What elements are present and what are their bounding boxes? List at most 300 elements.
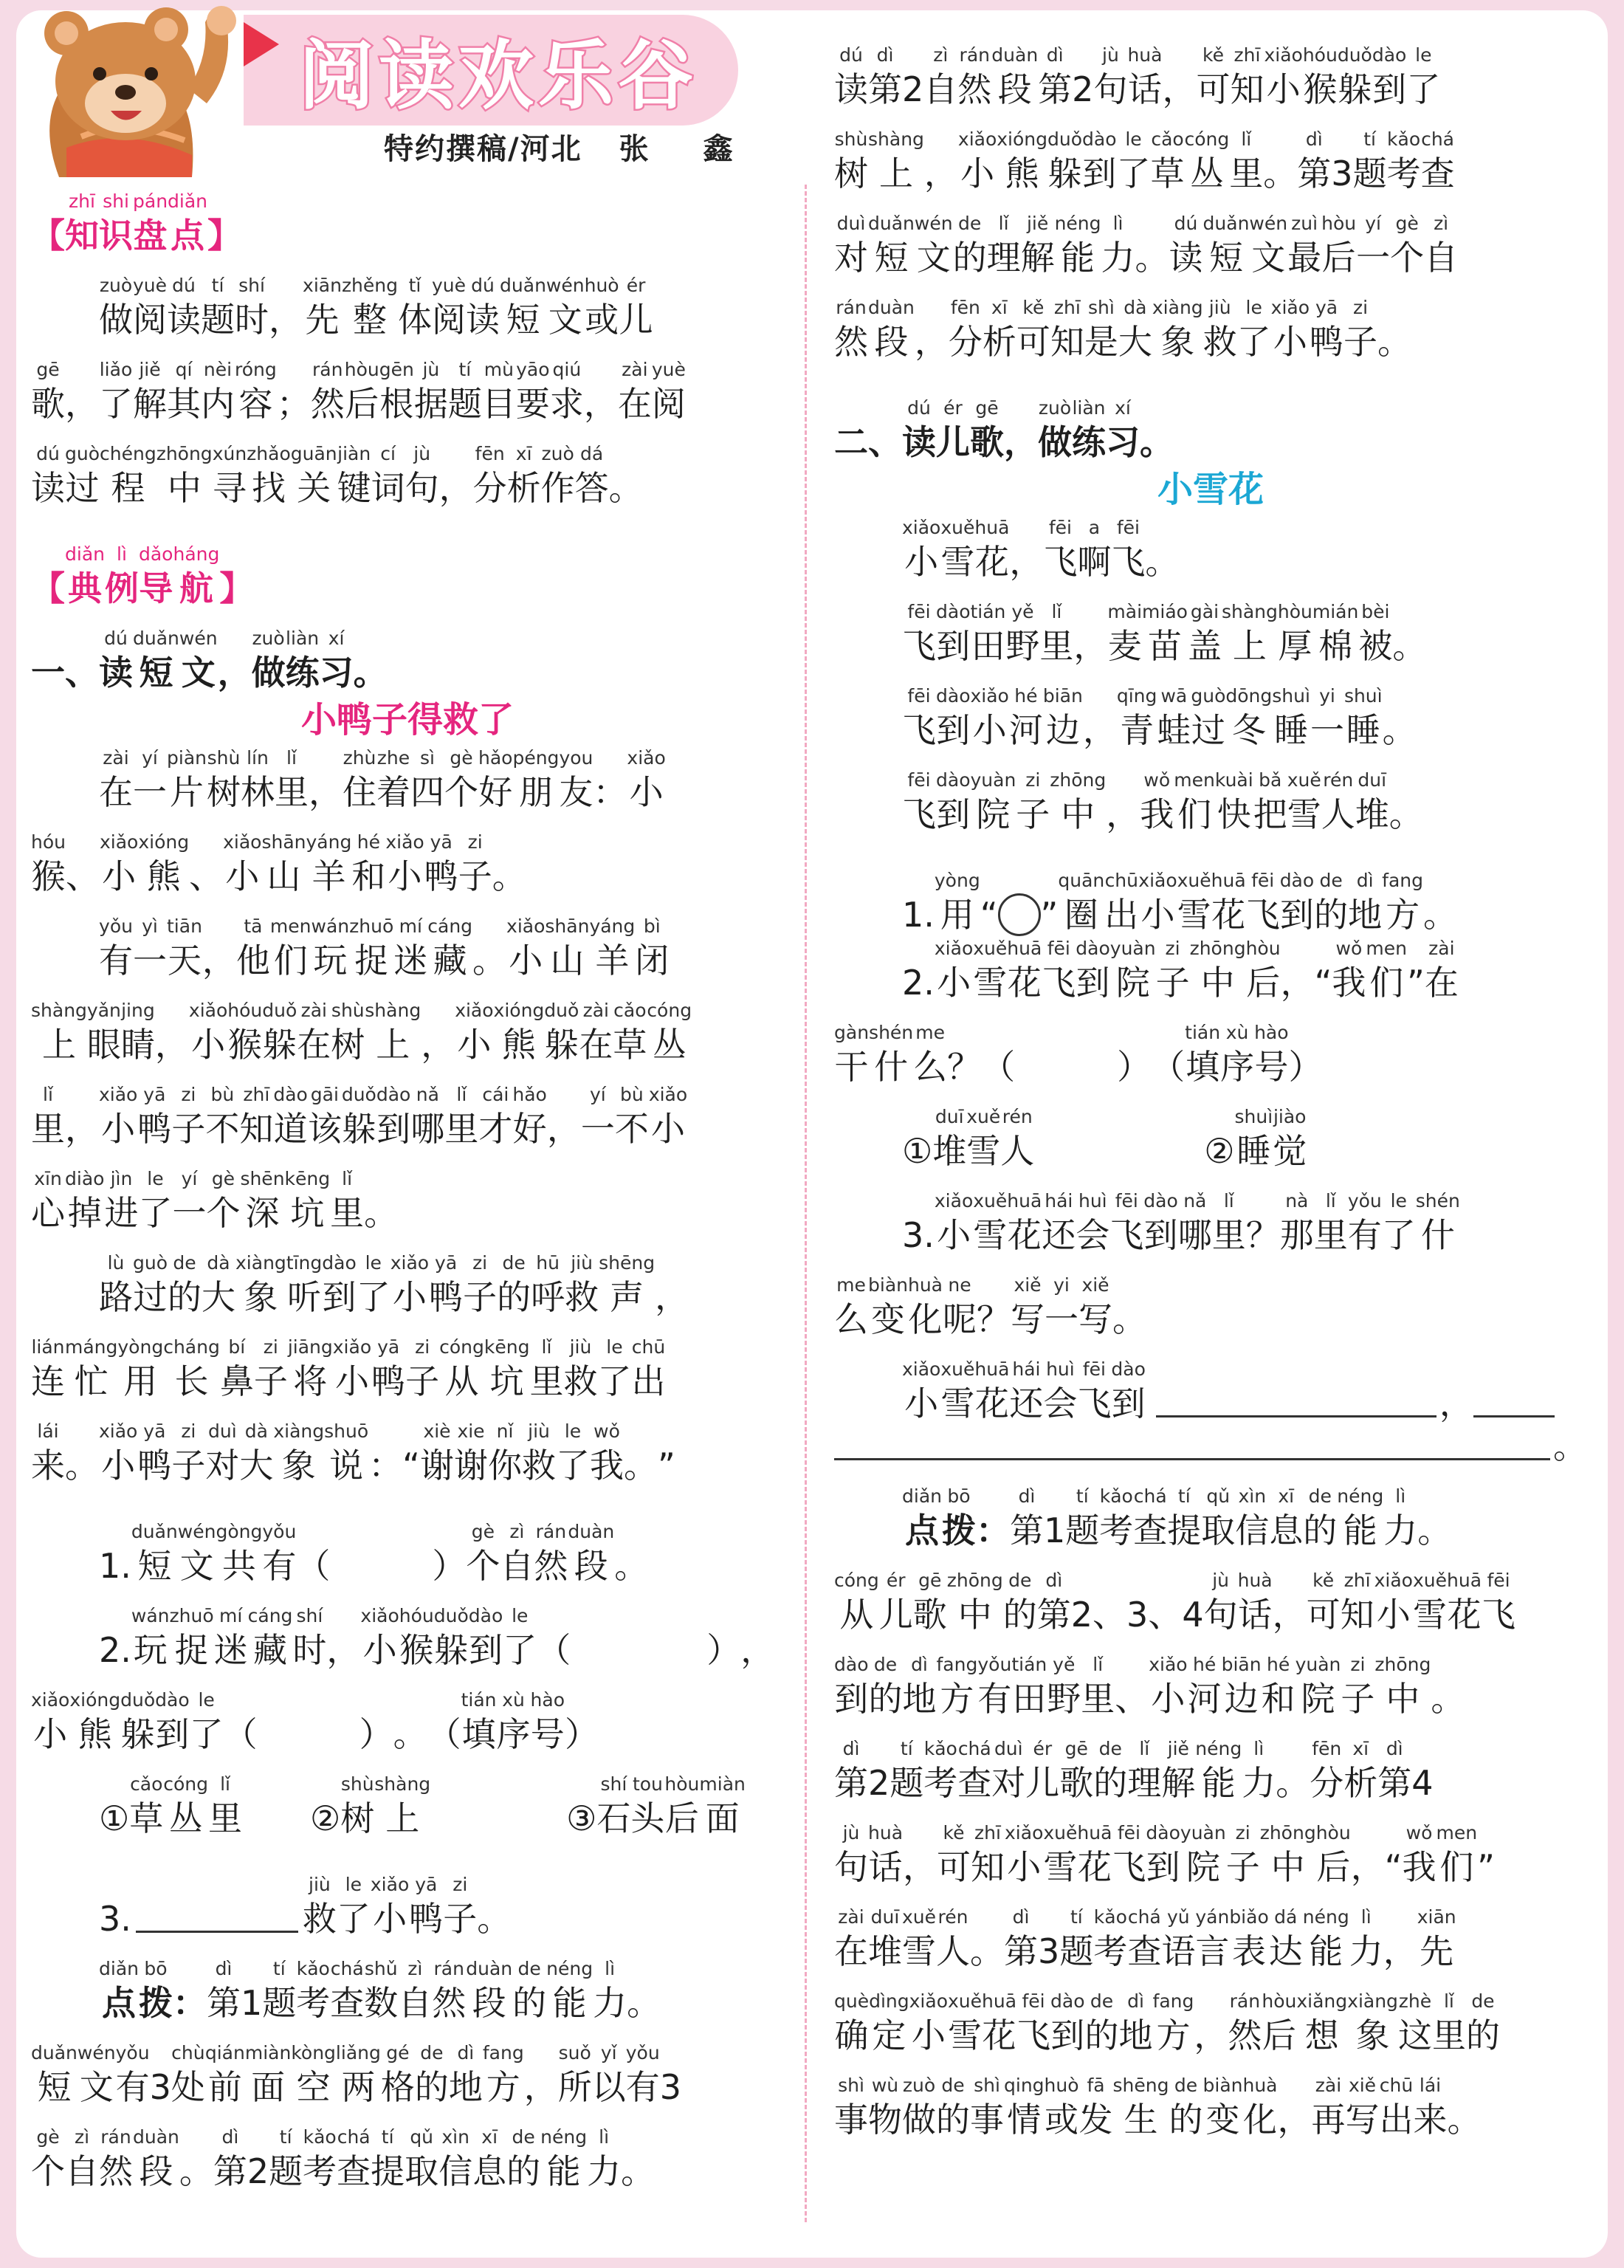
ruby-char: [492, 830, 526, 898]
pinyin: nǎ: [1183, 1190, 1207, 1212]
ruby-char: [1004, 1905, 1038, 1973]
pinyin: jiě: [1167, 1738, 1189, 1759]
byline-label: 特约撰稿/河北: [384, 132, 582, 166]
ruby-char: [31, 357, 65, 425]
ruby-char: [605, 1604, 639, 1671]
hanzi: 蛙: [1157, 710, 1191, 750]
ruby-char: [834, 1989, 869, 2057]
hanzi: 中: [957, 1595, 992, 1635]
hanzi: 化: [908, 1299, 943, 1339]
ruby-char: [1269, 1905, 1303, 1973]
hanzi: 第: [1038, 69, 1073, 109]
ruby-char: [541, 441, 575, 509]
hanzi: 解: [1020, 238, 1055, 278]
hanzi: 。: [1145, 542, 1180, 582]
hanzi: ，: [1383, 1931, 1417, 1971]
ruby-char: [1263, 127, 1297, 195]
hanzi: 圈: [1064, 895, 1098, 935]
hanzi: ，: [1009, 542, 1044, 582]
pinyin: de: [1319, 870, 1343, 891]
hanzi: 飞: [1042, 963, 1076, 1003]
hanzi: ，: [65, 1109, 99, 1149]
ruby-char: [227, 998, 262, 1066]
pinyin: yě: [1053, 1654, 1076, 1675]
hanzi: 盖: [1187, 626, 1222, 666]
ruby-char: [868, 43, 902, 111]
hanzi: 熊: [1005, 154, 1039, 193]
pinyin: wén: [1249, 213, 1288, 234]
ruby-char: [987, 211, 1021, 279]
pinyin: gàn: [834, 1022, 870, 1043]
pinyin: gē: [36, 359, 60, 380]
hanzi: ”: [1040, 895, 1059, 935]
hanzi: 花: [982, 2016, 1016, 2055]
ruby-char: [1146, 1821, 1180, 1889]
text-line: [31, 273, 784, 341]
pinyin: tián: [461, 1689, 497, 1711]
section-tag-examples: [31, 542, 784, 610]
pinyin: xiǎo: [902, 1358, 941, 1380]
hanzi: 丛: [168, 1798, 203, 1838]
hanzi: [834, 1509, 868, 1552]
pinyin: xuě: [902, 1906, 937, 1928]
hanzi: 猴: [31, 856, 66, 896]
ruby-char: [1093, 1736, 1127, 1804]
text-line: [834, 1905, 1587, 1973]
pinyin: duǎn: [500, 275, 546, 296]
pinyin: yāo: [516, 359, 550, 380]
pinyin: fēi: [907, 601, 931, 622]
ruby-char: [639, 1604, 672, 1671]
hanzi: 一: [133, 772, 167, 812]
pinyin: wǒ: [593, 1420, 620, 1442]
ruby-char: [368, 1419, 402, 1487]
hanzi: 再: [1311, 2100, 1346, 2140]
ruby-char: [1194, 1989, 1228, 2057]
ruby-char: [584, 357, 618, 425]
ruby-char: [947, 1568, 1003, 1636]
hanzi: 话: [1238, 1595, 1273, 1635]
hanzi: 要: [515, 384, 550, 424]
hanzi: 言: [1195, 1931, 1230, 1971]
pinyin: biàn: [1202, 2075, 1243, 2096]
hanzi: 然: [432, 1983, 467, 2023]
pinyin: xù: [1225, 1022, 1249, 1043]
pinyin: xuě: [940, 1358, 975, 1380]
hanzi: 小: [102, 856, 137, 896]
hanzi: [834, 540, 868, 583]
ruby-char: [1077, 515, 1111, 583]
hanzi: [1068, 1130, 1102, 1172]
ruby-char: [1246, 936, 1281, 1004]
hanzi: 点: [904, 1511, 939, 1550]
hanzi: 知: [65, 216, 99, 255]
pinyin: lín: [247, 747, 269, 769]
hanzi: 雪: [902, 1931, 937, 1971]
poem-title: 小雪花: [1157, 469, 1264, 510]
pinyin: háng: [173, 543, 220, 565]
ruby-char: [556, 1419, 590, 1487]
ruby-char: [1104, 868, 1138, 936]
ruby-char: [613, 998, 647, 1066]
pinyin: hé: [1266, 1654, 1290, 1675]
pinyin: dì: [1045, 1570, 1063, 1591]
ruby-char: [292, 1604, 326, 1671]
hanzi: 花: [974, 1384, 1009, 1423]
ruby-char: [1225, 684, 1272, 752]
ruby-char: [121, 998, 155, 1066]
answer-blank-1[interactable]: [1156, 1383, 1437, 1418]
ruby-char: [171, 1419, 205, 1487]
hanzi: 填: [461, 1714, 496, 1754]
hanzi: ，: [326, 1630, 361, 1670]
ruby-char: [443, 1872, 477, 1940]
pinyin: xuě: [966, 1106, 1001, 1127]
hanzi: 短: [874, 238, 909, 278]
hanzi: 深: [245, 1193, 280, 1233]
ruby-char: [834, 1821, 868, 1889]
pinyin: jù: [1102, 44, 1119, 66]
pinyin: dào: [1082, 128, 1117, 150]
pinyin: zi: [263, 1336, 278, 1358]
pinyin: huā: [982, 1990, 1017, 2012]
hanzi: 羊: [312, 856, 346, 896]
pinyin: zài: [1315, 2075, 1342, 2096]
text-line: [834, 1652, 1587, 1720]
pinyin: zi: [1025, 769, 1041, 791]
ruby-char: [1049, 1020, 1083, 1088]
hanzi: 花: [974, 542, 1009, 582]
ruby-char: [970, 599, 1005, 667]
hanzi: 大: [202, 1277, 236, 1317]
hanzi: 声: [610, 1277, 644, 1317]
ruby-char: [834, 684, 868, 752]
ruby-char: [150, 2041, 171, 2109]
ruby-char: [575, 441, 609, 509]
ruby-char: [414, 357, 448, 425]
hanzi: 文: [79, 2067, 114, 2107]
hanzi: 雪: [940, 542, 975, 582]
pinyin: me: [915, 1022, 946, 1043]
hanzi: 住: [342, 772, 376, 812]
hanzi: 表: [1232, 1931, 1267, 1971]
pinyin: zhōng: [1259, 1822, 1316, 1843]
hanzi: 了: [1236, 322, 1271, 362]
ruby-char: [868, 868, 902, 936]
pinyin: duì: [208, 1420, 237, 1442]
hanzi: ）: [565, 1714, 599, 1754]
ruby-char: [1112, 1821, 1146, 1889]
hanzi: 题: [890, 1763, 924, 1803]
ruby-char: [31, 189, 65, 257]
ruby-char: [405, 1335, 439, 1403]
pinyin: tiān: [167, 915, 202, 937]
hanzi: 文: [548, 300, 582, 340]
ruby-char: [99, 1251, 133, 1319]
hanzi: 段: [574, 1546, 608, 1586]
pinyin: zi: [1165, 938, 1180, 959]
ruby-char: [99, 1772, 129, 1840]
ruby-char: [137, 1419, 171, 1487]
ruby-char: [913, 1020, 947, 1088]
pinyin: dú: [907, 397, 931, 419]
pinyin: lì: [117, 543, 127, 565]
ruby-char: [1273, 1104, 1307, 1172]
ruby-char: [429, 1251, 463, 1319]
ruby-char: [173, 1956, 207, 2024]
hanzi: [31, 1276, 65, 1319]
hanzi: 雪: [1177, 895, 1211, 935]
pinyin: le: [1125, 128, 1142, 150]
hanzi: 号: [530, 1714, 565, 1754]
hanzi: 理: [1127, 1763, 1162, 1803]
pinyin: miàn: [244, 2042, 292, 2063]
hanzi: （: [1151, 1047, 1186, 1087]
ruby-char: [1188, 599, 1222, 667]
ruby-char: [868, 295, 915, 363]
text-line: [834, 1020, 1587, 1088]
hanzi: 的: [1465, 2016, 1500, 2055]
ruby-char: [581, 1082, 615, 1150]
hanzi: 院: [1115, 963, 1150, 1003]
hanzi: 到: [936, 626, 971, 666]
ruby-char: [1398, 1989, 1432, 2057]
pinyin: zi: [181, 1420, 196, 1442]
ruby-char: [902, 515, 940, 583]
pinyin: lǐ: [1093, 1654, 1104, 1675]
ruby-char: [908, 1273, 943, 1341]
ruby-char: [1093, 1568, 1126, 1636]
ruby-char: [1246, 1189, 1280, 1257]
hanzi: 读: [99, 653, 133, 693]
ruby-char: [31, 273, 65, 341]
ruby-char: [1280, 1189, 1314, 1257]
pinyin: zhī: [69, 190, 95, 212]
hanzi: 导: [139, 568, 173, 608]
pinyin: cóng: [1184, 128, 1230, 150]
ruby-char: [1254, 1020, 1288, 1088]
ruby-char: [424, 830, 458, 898]
pinyin: le: [1245, 297, 1262, 318]
pinyin: yuàn: [970, 769, 1016, 791]
ruby-char: [133, 1251, 168, 1319]
hanzi: 地: [1118, 2016, 1153, 2055]
ruby-char: [932, 1104, 966, 1172]
pinyin: chū: [631, 1336, 666, 1358]
ruby-char: [168, 189, 207, 257]
pinyin: dào: [1050, 1990, 1085, 2012]
pinyin: lái: [37, 1420, 59, 1442]
ruby-char: [915, 295, 949, 363]
hanzi: 上: [385, 1798, 420, 1838]
pinyin: yā: [143, 1420, 166, 1442]
ruby-char: [296, 1956, 330, 2024]
hanzi: 。: [1377, 322, 1412, 362]
pinyin: rán: [433, 1958, 464, 1979]
ruby-char: [99, 2125, 133, 2193]
hanzi: 2.: [902, 963, 935, 1003]
hanzi: [398, 1544, 432, 1587]
answer-blank-3[interactable]: [834, 1426, 1550, 1460]
hanzi: 猴: [399, 1630, 434, 1670]
ruby-char: [138, 830, 189, 898]
ruby-char: [868, 396, 902, 464]
hanzi: 飞: [1016, 2016, 1051, 2055]
ruby-char: [156, 441, 213, 509]
ruby-char: [1178, 1189, 1212, 1257]
pinyin: nǐ: [496, 1420, 514, 1442]
hanzi: ，: [546, 1109, 581, 1149]
hanzi: 大: [1118, 322, 1152, 362]
ruby-char: [427, 1688, 461, 1756]
ruby-char: [291, 2041, 336, 2109]
hanzi: 、: [1093, 1595, 1127, 1635]
pinyin: xī: [481, 2126, 498, 2148]
hanzi: 院: [1301, 1679, 1335, 1719]
ruby-char: [172, 1166, 206, 1234]
hanzi: [868, 893, 902, 936]
pinyin: zì: [407, 1958, 423, 1979]
pinyin: zài: [622, 359, 648, 380]
ruby-char: [342, 273, 398, 341]
story-title: 小鸭子得救了: [300, 699, 514, 740]
hanzi: 子: [171, 1109, 206, 1149]
pinyin: guān: [290, 443, 337, 464]
hanzi: 方: [1386, 895, 1420, 935]
text-line: [31, 998, 784, 1066]
ruby-char: [1115, 1652, 1149, 1720]
answer-blank-q3[interactable]: [136, 1898, 298, 1933]
hanzi: 自: [500, 1546, 534, 1586]
ruby-char: [947, 1020, 981, 1088]
ruby-char: [1264, 43, 1302, 111]
hanzi: 提: [1167, 1511, 1202, 1550]
ruby-char: [379, 357, 414, 425]
hanzi: 什: [874, 1047, 909, 1087]
ruby-char: [65, 1166, 104, 1234]
hanzi: 到: [469, 1630, 503, 1670]
pinyin: le: [198, 1689, 215, 1711]
ruby-char: [240, 1166, 284, 1234]
ruby-char: [834, 1104, 868, 1172]
hanzi: 天: [167, 941, 202, 980]
ruby-char: [672, 1604, 706, 1671]
pinyin: dì: [1012, 1906, 1030, 1928]
pinyin: yě: [1011, 601, 1034, 622]
ruby-char: [1253, 768, 1287, 836]
ruby-char: [592, 2041, 626, 2109]
ruby-char: [1038, 1905, 1059, 1973]
hanzi: 一: [133, 941, 167, 980]
answer-blank-2[interactable]: [1473, 1383, 1555, 1418]
ruby-char: [466, 273, 500, 341]
ruby-char: [589, 914, 635, 982]
hanzi: [1034, 1130, 1068, 1172]
ruby-char: [167, 746, 207, 814]
hanzi: 的: [1084, 2016, 1119, 2055]
ruby-char: [706, 1604, 740, 1671]
ruby-char: [357, 1251, 390, 1319]
hanzi: 查: [1420, 154, 1455, 193]
hanzi: （: [223, 1714, 258, 1754]
hanzi: 短: [37, 2067, 72, 2107]
hanzi: 小: [1376, 1595, 1411, 1635]
pinyin: xiǎo: [1149, 1654, 1188, 1675]
pinyin: guò: [65, 443, 100, 464]
hanzi: 定: [872, 2016, 906, 2055]
pinyin: shù: [834, 128, 868, 150]
hanzi: 睡: [1236, 1131, 1271, 1171]
pinyin: diǎn: [65, 543, 105, 565]
hanzi: 容: [238, 384, 273, 424]
ruby-char: [252, 626, 286, 694]
ruby-char: [371, 1872, 409, 1940]
hanzi: 小: [334, 1361, 369, 1401]
ruby-char: [1356, 211, 1390, 279]
hanzi: 变: [1205, 2100, 1240, 2140]
pinyin: zhōng: [156, 443, 213, 464]
hanzi: 觉: [1273, 1131, 1307, 1171]
pinyin: fēi: [1048, 517, 1072, 538]
ruby-char: [439, 441, 473, 509]
pinyin: xiǎo: [188, 1000, 228, 1021]
hanzi: 道: [273, 1109, 308, 1149]
pinyin: mù: [484, 359, 514, 380]
ruby-char: [189, 830, 223, 898]
hanzi: 雪: [966, 1131, 1001, 1171]
pinyin: xiǎo: [100, 831, 139, 853]
pinyin: zhù: [343, 747, 376, 769]
hanzi: 情: [1007, 2100, 1042, 2140]
hanzi: 他: [235, 941, 270, 980]
ruby-char: [31, 830, 66, 898]
pinyin: shí: [600, 1773, 627, 1795]
hanzi: [834, 1130, 868, 1172]
hanzi: 到: [1076, 963, 1110, 1003]
pinyin: bí: [228, 1336, 246, 1358]
pinyin: xiǎo: [648, 1084, 688, 1105]
ruby-char: [1242, 2073, 1277, 2141]
hanzi: [31, 1797, 65, 1840]
ruby-char: [65, 1604, 99, 1671]
ruby-char: [258, 1688, 292, 1756]
ruby-char: [464, 1772, 498, 1840]
hanzi: “: [1384, 1847, 1403, 1887]
hanzi: 做: [1038, 422, 1072, 462]
ruby-char: [1043, 684, 1083, 752]
poem-question-3-write-line2: 。: [834, 1425, 1587, 1468]
pinyin: sì: [419, 747, 435, 769]
hanzi: 考: [1099, 1511, 1134, 1550]
pinyin: wán: [131, 1605, 170, 1626]
hanzi: 的: [1314, 895, 1349, 935]
hanzi: 根: [379, 384, 414, 424]
pinyin: miàn: [699, 1773, 746, 1795]
ruby-char: [337, 2125, 371, 2193]
hanzi: 到: [155, 1714, 190, 1754]
hanzi: 花: [1447, 1595, 1482, 1635]
ruby-char: [902, 768, 936, 836]
ruby-char: [1038, 396, 1072, 464]
pinyin: fēi: [907, 769, 931, 791]
text-line: [834, 768, 1587, 836]
hanzi: 能: [1309, 1931, 1343, 1971]
ruby-char: [288, 1335, 333, 1403]
ruby-char: [99, 626, 133, 694]
hanzi: ，: [438, 468, 473, 508]
ruby-char: [1050, 1989, 1084, 2057]
hanzi: 青: [1120, 710, 1155, 750]
